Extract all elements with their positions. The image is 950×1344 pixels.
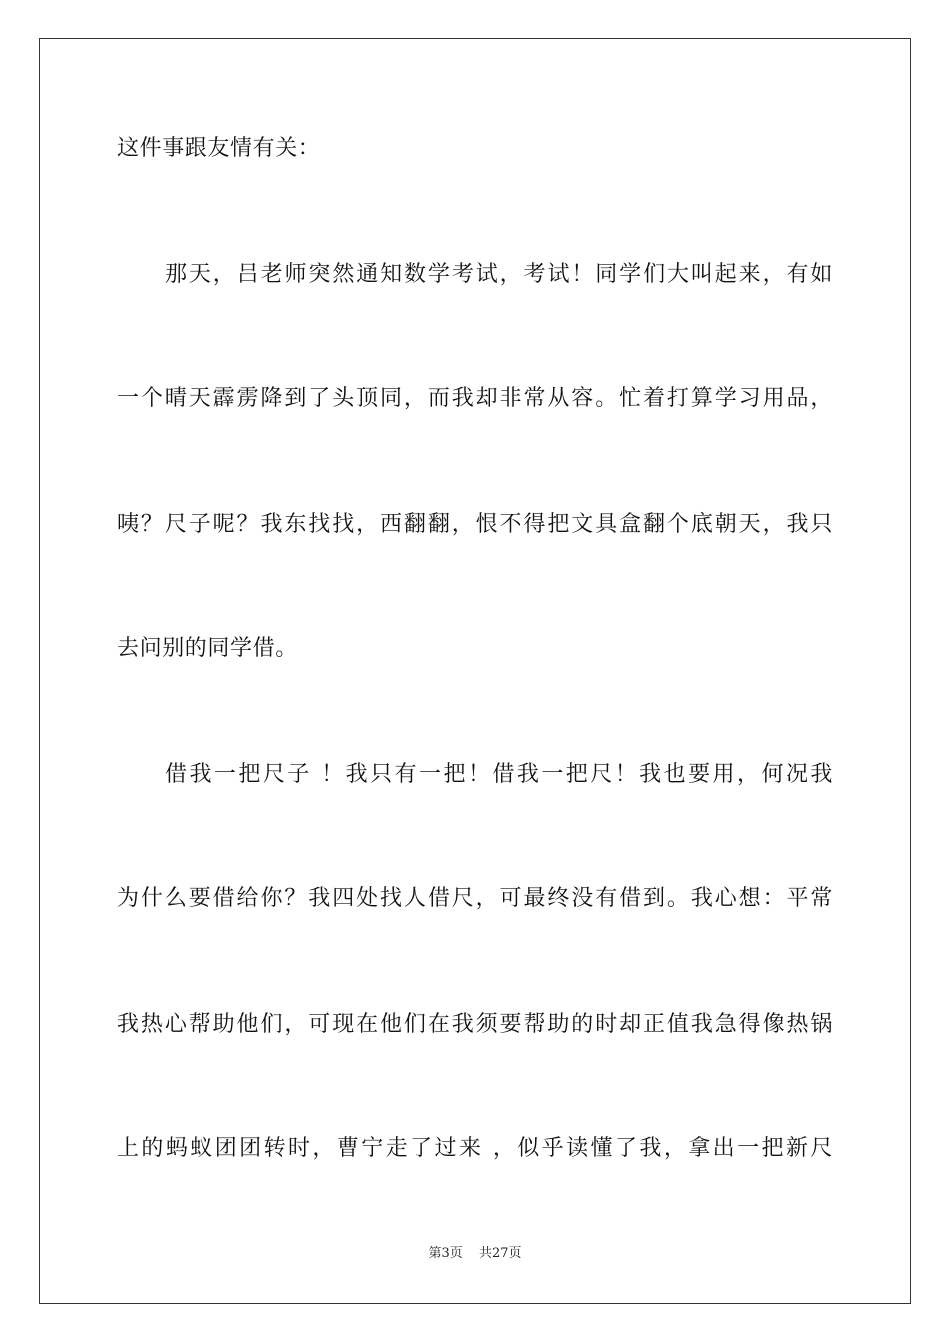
- text-line-7: 为什么要借给你？我四处找人借尺，可最终没有借到。我心想：平常: [117, 886, 833, 911]
- text-line-2: 那天，吕老师突然通知数学考试，考试！同学们大叫起来，有如: [165, 262, 833, 287]
- page-footer: [0, 1245, 950, 1263]
- text-line-8: 我热心帮助他们，可现在他们在我须要帮助的时却正值我急得像热锅: [117, 1012, 833, 1037]
- page-number: 第3页: [428, 1246, 463, 1261]
- text-line-1: 这件事跟友情有关：: [117, 136, 321, 161]
- page-total: 共27页: [478, 1246, 522, 1261]
- page-border: [39, 38, 911, 1304]
- text-line-6: 借我一把尺子 ！我只有一把！借我一把尺！我也要用，何况我: [165, 762, 833, 787]
- text-line-4: 咦？尺子呢？我东找找，西翻翻，恨不得把文具盒翻个底朝天，我只: [117, 512, 833, 537]
- text-line-9: 上的蚂蚁团团转时，曹宁走了过来 ，似乎读懂了我，拿出一把新尺: [117, 1136, 833, 1161]
- text-line-5: 去问别的同学借。: [117, 636, 298, 661]
- text-line-3: 一个晴天霹雳降到了头顶同，而我却非常从容。忙着打算学习用品，: [117, 386, 833, 411]
